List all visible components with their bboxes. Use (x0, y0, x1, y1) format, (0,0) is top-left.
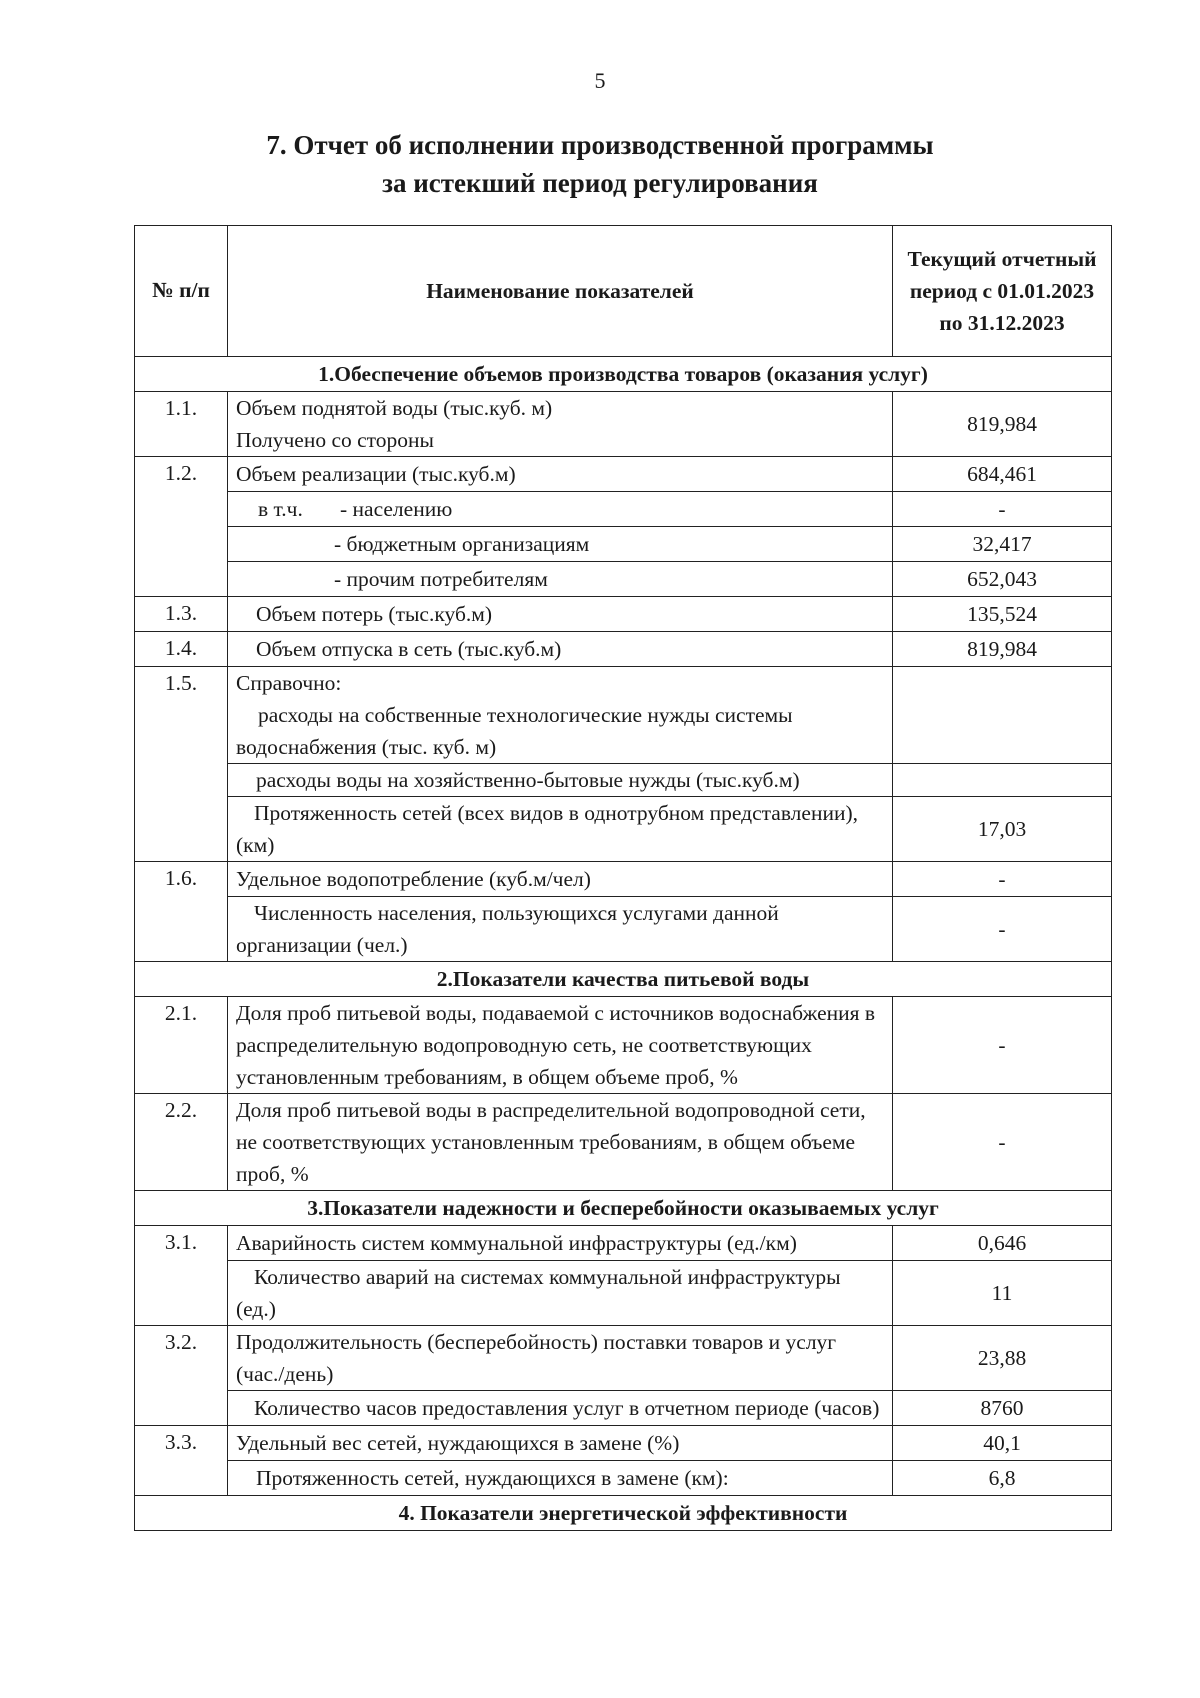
row-value: 819,984 (893, 392, 1112, 457)
section-title: 1.Обеспечение объемов производства товаров (оказания услуг) (135, 357, 1112, 392)
row-value: - (893, 492, 1112, 527)
row-name: Аварийность систем коммунальной инфраструктуры (ед./км) (228, 1226, 893, 1261)
table-row (135, 1326, 1112, 1391)
title-line-1: 7. Отчет об исполнении производственной программы (266, 130, 934, 160)
table-row (135, 764, 1112, 797)
row-value: 819,984 (893, 632, 1112, 667)
report-table (134, 225, 1112, 1531)
table-row (135, 862, 1112, 897)
row-value: - (893, 862, 1112, 897)
row-name: Доля проб питьевой воды, подаваемой с источников водоснабжения в распределительную водопроводную сеть, не соответствующих установленным требованиям, в общем объеме проб, % (228, 997, 893, 1094)
row-name-line: расходы на собственные технологические нужды системы водоснабжения (тыс. куб. м) (236, 703, 793, 759)
row-value: - (893, 1094, 1112, 1191)
row-value (893, 667, 1112, 764)
section-row (135, 1496, 1112, 1531)
row-num: 1.2. (135, 457, 228, 597)
row-name (228, 492, 893, 527)
row-name-line: Справочно: (236, 671, 342, 695)
table-row (135, 1226, 1112, 1261)
table-row (135, 392, 1112, 457)
header-name: Наименование показателей (228, 226, 893, 357)
table-row (135, 597, 1112, 632)
row-value: 40,1 (893, 1426, 1112, 1461)
row-value: 23,88 (893, 1326, 1112, 1391)
header-num: № п/п (135, 226, 228, 357)
row-name (228, 667, 893, 764)
header-row (135, 226, 1112, 357)
row-name-line: Получено со стороны (236, 428, 434, 452)
section-title: 3.Показатели надежности и бесперебойности оказываемых услуг (135, 1191, 1112, 1226)
row-num: 1.4. (135, 632, 228, 667)
page-title (0, 126, 1200, 202)
row-value: 8760 (893, 1391, 1112, 1426)
table-row (135, 562, 1112, 597)
row-value: - (893, 997, 1112, 1094)
row-name: - бюджетным организациям (228, 527, 893, 562)
section-row (135, 962, 1112, 997)
table-row (135, 1426, 1112, 1461)
row-num: 3.2. (135, 1326, 228, 1426)
row-value: 135,524 (893, 597, 1112, 632)
row-name: Удельное водопотребление (куб.м/чел) (228, 862, 893, 897)
row-name: Численность населения, пользующихся услугами данной организации (чел.) (228, 897, 893, 962)
row-num: 1.6. (135, 862, 228, 962)
section-title: 4. Показатели энергетической эффективности (135, 1496, 1112, 1531)
section-row (135, 1191, 1112, 1226)
row-value: 684,461 (893, 457, 1112, 492)
row-name: расходы воды на хозяйственно-бытовые нужды (тыс.куб.м) (228, 764, 893, 797)
row-num: 2.1. (135, 997, 228, 1094)
page-number: 5 (594, 68, 606, 93)
row-num: 1.1. (135, 392, 228, 457)
row-value (893, 764, 1112, 797)
row-name: Протяженность сетей, нуждающихся в замене (км): (228, 1461, 893, 1496)
header-period: Текущий отчетный период с 01.01.2023 по 31.12.2023 (893, 226, 1112, 357)
row-num: 3.3. (135, 1426, 228, 1496)
table-row (135, 667, 1112, 764)
table-row (135, 457, 1112, 492)
table-row (135, 1261, 1112, 1326)
title-line-2: за истекший период регулирования (382, 168, 818, 198)
row-num: 2.2. (135, 1094, 228, 1191)
section-title: 2.Показатели качества питьевой воды (135, 962, 1112, 997)
row-name: Количество часов предоставления услуг в отчетном периоде (часов) (228, 1391, 893, 1426)
row-name: Объем потерь (тыс.куб.м) (228, 597, 893, 632)
table-row (135, 997, 1112, 1094)
row-name: Доля проб питьевой воды в распределительной водопроводной сети, не соответствующих установленным требованиям, в общем объеме проб, % (228, 1094, 893, 1191)
table-row (135, 797, 1112, 862)
row-num: 3.1. (135, 1226, 228, 1326)
row-value: 0,646 (893, 1226, 1112, 1261)
row-name: - прочим потребителям (228, 562, 893, 597)
row-num: 1.3. (135, 597, 228, 632)
table-row (135, 1391, 1112, 1426)
row-name: Продолжительность (бесперебойность) поставки товаров и услуг (час./день) (228, 1326, 893, 1391)
row-num: 1.5. (135, 667, 228, 862)
row-prefix: в т.ч. (258, 497, 303, 521)
row-name-line: Объем поднятой воды (тыс.куб. м) (236, 396, 553, 420)
table-row (135, 1461, 1112, 1496)
table-row (135, 527, 1112, 562)
row-name: Количество аварий на системах коммунальной инфраструктуры (ед.) (228, 1261, 893, 1326)
row-name (228, 392, 893, 457)
row-value: - (893, 897, 1112, 962)
row-name: Удельный вес сетей, нуждающихся в замене (%) (228, 1426, 893, 1461)
row-value: 11 (893, 1261, 1112, 1326)
row-value: 6,8 (893, 1461, 1112, 1496)
row-value: 17,03 (893, 797, 1112, 862)
row-name: Протяженность сетей (всех видов в однотрубном представлении), (км) (228, 797, 893, 862)
table-row (135, 632, 1112, 667)
row-value: 32,417 (893, 527, 1112, 562)
row-name: Объем реализации (тыс.куб.м) (228, 457, 893, 492)
table-row (135, 492, 1112, 527)
table-row (135, 897, 1112, 962)
row-name-text: - населению (340, 497, 453, 521)
section-row (135, 357, 1112, 392)
table-row (135, 1094, 1112, 1191)
row-value: 652,043 (893, 562, 1112, 597)
row-name: Объем отпуска в сеть (тыс.куб.м) (228, 632, 893, 667)
